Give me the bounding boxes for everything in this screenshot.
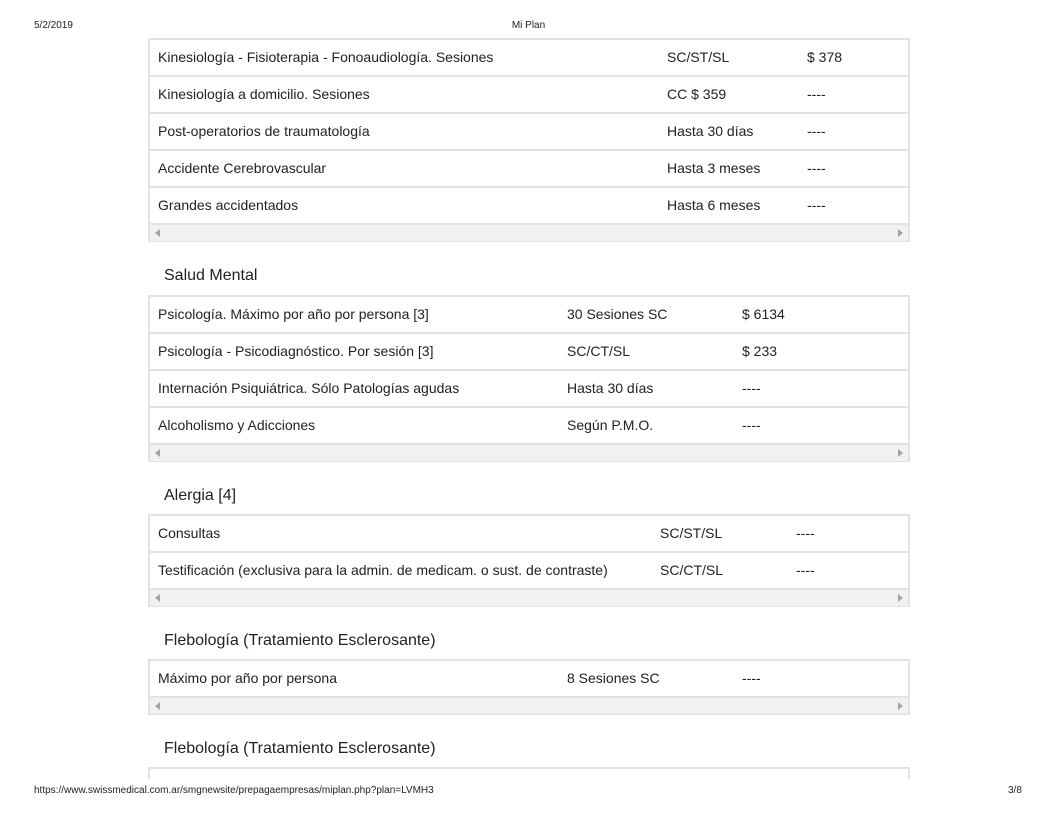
table-row	[150, 188, 908, 225]
table-row	[150, 114, 908, 151]
benefit-coverage: 30 Sesiones SC	[567, 306, 668, 322]
scroll-left-arrow-icon[interactable]	[155, 702, 160, 710]
benefit-coverage: Hasta 30 días	[667, 123, 754, 139]
benefit-name: Psicología. Máximo por año por persona [3]	[158, 306, 429, 322]
benefit-copay: ----	[807, 123, 826, 139]
benefit-coverage: Hasta 30 días	[567, 380, 654, 396]
flebologia-table-2	[148, 767, 910, 779]
kinesiologia-table	[148, 38, 910, 242]
benefit-copay: ----	[742, 417, 761, 433]
benefit-coverage: CC $ 359	[667, 86, 727, 102]
benefit-coverage: Según P.M.O.	[567, 417, 654, 433]
benefit-coverage: SC/ST/SL	[660, 525, 723, 541]
benefit-coverage: Hasta 3 meses	[667, 160, 761, 176]
table-row	[150, 297, 908, 334]
table-row	[150, 553, 908, 590]
benefit-name: Grandes accidentados	[158, 197, 299, 213]
scroll-left-arrow-icon[interactable]	[155, 449, 160, 457]
table-row	[150, 516, 908, 553]
table-row	[150, 334, 908, 371]
benefit-name: Kinesiología - Fisioterapia - Fonoaudiología. Sesiones	[158, 49, 494, 65]
scroll-right-arrow-icon[interactable]	[898, 449, 903, 457]
benefit-coverage: SC/CT/SL	[660, 562, 724, 578]
benefit-name: Post-operatorios de traumatología	[158, 123, 370, 139]
section-title-flebologia-2: Flebología (Tratamiento Esclerosante)	[164, 740, 436, 757]
benefit-coverage: 8 Sesiones SC	[567, 670, 660, 686]
table-row	[150, 661, 908, 698]
benefit-copay: ----	[796, 562, 815, 578]
benefit-copay: ----	[807, 197, 826, 213]
scroll-right-arrow-icon[interactable]	[898, 702, 903, 710]
scroll-right-arrow-icon[interactable]	[898, 229, 903, 237]
benefit-coverage: SC/CT/SL	[567, 343, 631, 359]
alergia-table	[148, 514, 910, 607]
section-title-alergia: Alergia [4]	[164, 487, 237, 504]
table-row	[150, 371, 908, 408]
benefit-name: Máximo por año por persona	[158, 670, 337, 686]
benefit-name: Consultas	[158, 525, 221, 541]
benefit-copay: ----	[742, 670, 761, 686]
flebologia-table	[148, 659, 910, 715]
print-footer-page: 3/8	[1008, 785, 1022, 796]
scroll-left-arrow-icon[interactable]	[155, 594, 160, 602]
benefit-copay: $ 6134	[742, 306, 785, 322]
benefit-copay: $ 378	[807, 49, 843, 65]
horizontal-scrollbar[interactable]	[150, 590, 908, 606]
print-header-date: 5/2/2019	[34, 20, 73, 31]
benefit-copay: $ 233	[742, 343, 778, 359]
benefit-copay: ----	[796, 525, 815, 541]
horizontal-scrollbar[interactable]	[150, 445, 908, 461]
section-title-flebologia: Flebología (Tratamiento Esclerosante)	[164, 632, 436, 649]
horizontal-scrollbar[interactable]	[150, 225, 908, 241]
scroll-left-arrow-icon[interactable]	[155, 229, 160, 237]
horizontal-scrollbar[interactable]	[150, 698, 908, 714]
print-footer-url: https://www.swissmedical.com.ar/smgnewsite/prepagaempresas/miplan.php?plan=LVMH3	[34, 785, 434, 796]
benefit-copay: ----	[742, 380, 761, 396]
benefit-coverage: SC/ST/SL	[667, 49, 730, 65]
table-row	[150, 77, 908, 114]
benefit-name: Alcoholismo y Adicciones	[158, 417, 316, 433]
table-row	[150, 40, 908, 77]
benefit-name: Accidente Cerebrovascular	[158, 160, 327, 176]
table-row	[150, 408, 908, 445]
scroll-right-arrow-icon[interactable]	[898, 594, 903, 602]
section-title-salud-mental: Salud Mental	[164, 267, 258, 284]
benefit-name: Internación Psiquiátrica. Sólo Patologías agudas	[158, 380, 460, 396]
benefit-name: Testificación (exclusiva para la admin. de medicam. o sust. de contraste)	[158, 562, 608, 578]
table-row	[150, 151, 908, 188]
benefit-name: Psicología - Psicodiagnóstico. Por sesión [3]	[158, 343, 434, 359]
print-header-title: Mi Plan	[511, 20, 546, 31]
benefit-name: Kinesiología a domicilio. Sesiones	[158, 86, 370, 102]
benefit-copay: ----	[807, 160, 826, 176]
benefit-copay: ----	[807, 86, 826, 102]
benefit-coverage: Hasta 6 meses	[667, 197, 761, 213]
salud-mental-table	[148, 295, 910, 462]
